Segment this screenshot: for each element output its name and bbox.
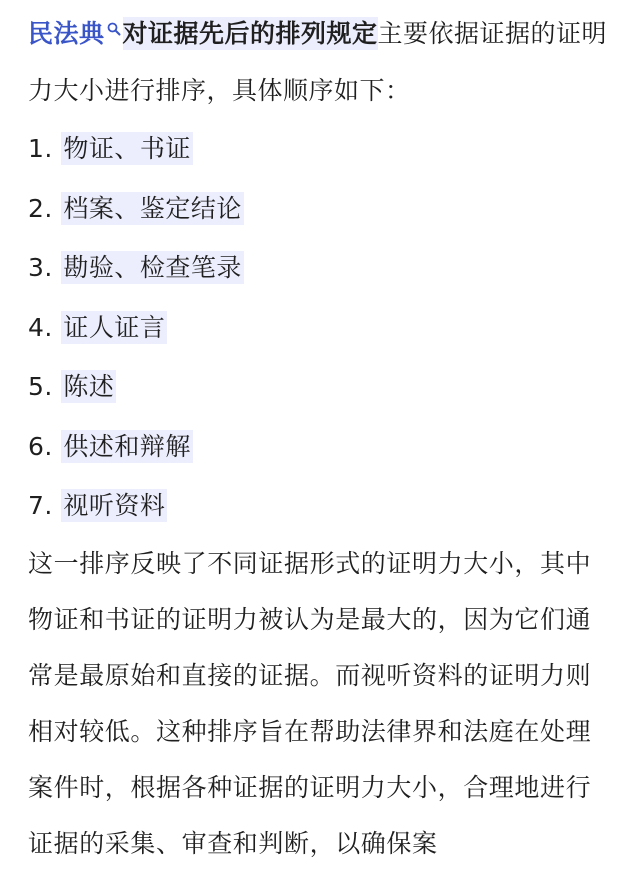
answer-content	[28, 0, 616, 872]
list-item-number: 3.	[28, 253, 53, 282]
keyword-link[interactable]	[28, 19, 123, 48]
list-item	[28, 357, 616, 417]
list-item-number: 6.	[28, 431, 53, 461]
list-item-label: 视听资料	[63, 491, 166, 520]
list-item-number: 7.	[28, 491, 53, 520]
list-item-label: 档案、鉴定结论	[63, 193, 242, 223]
list-item-number: 1.	[28, 134, 53, 163]
list-item	[28, 417, 616, 477]
list-item-number: 4.	[28, 312, 53, 342]
list-item	[28, 476, 616, 536]
conclusion-paragraph: 这一排序反映了不同证据形式的证明力大小，其中物证和书证的证明力被认为是最大的，因为它们通常是最原始和直接的证据。而视听资料的证明力则相对较低。这种排序旨在帮助法律界和法庭在处理案件时，根据各种证据的证明力大小，合理地进行证据的采集、审查和判断，以确保案	[28, 548, 592, 858]
list-item	[28, 179, 616, 239]
list-item-label: 供述和辩解	[63, 431, 191, 461]
list-item-label: 勘验、检查笔录	[63, 253, 242, 282]
list-item-label: 物证、书证	[63, 134, 191, 163]
list-item-label: 证人证言	[63, 312, 166, 342]
evidence-order-list	[28, 119, 616, 536]
intro-paragraph	[28, 0, 616, 119]
list-item	[28, 238, 616, 298]
highlighted-phrase: 对证据先后的排列规定	[122, 19, 378, 48]
list-item-number: 5.	[28, 372, 53, 401]
intro-rest-text: 主要依据证据的证明力大小进行排序，具体顺序如下：	[28, 19, 608, 105]
list-item-number: 2.	[28, 193, 53, 223]
list-item-label: 陈述	[63, 372, 115, 401]
list-item	[28, 119, 616, 179]
keyword-link-text[interactable]: 民法典	[28, 19, 105, 48]
search-icon[interactable]	[107, 22, 121, 36]
list-item	[28, 298, 616, 358]
